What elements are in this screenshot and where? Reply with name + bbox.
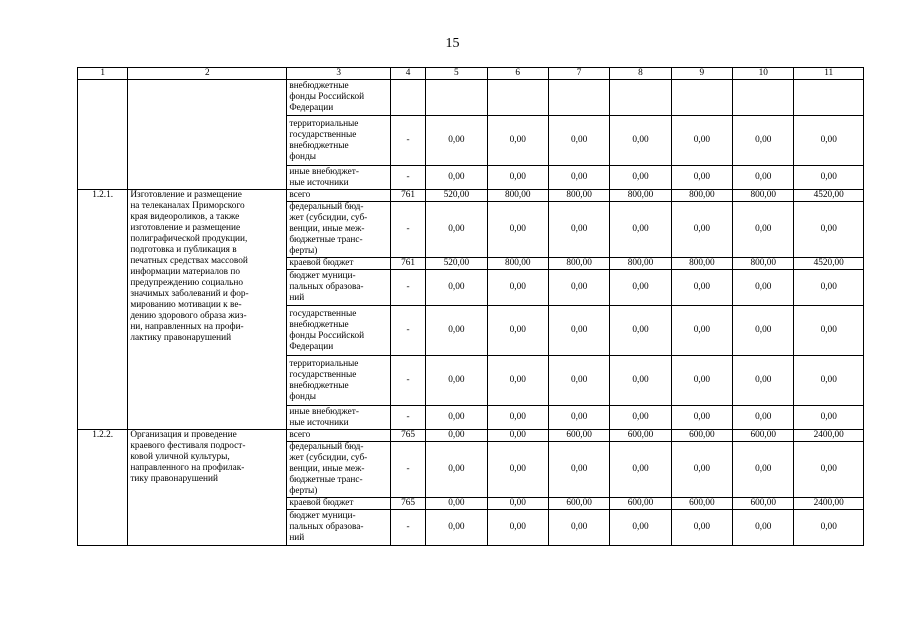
cell-value: 0,00 [671, 116, 732, 166]
cell-value: 0,00 [671, 406, 732, 430]
cell-code: - [390, 202, 425, 258]
cell-code: 765 [390, 430, 425, 442]
column-header: 2 [128, 68, 287, 80]
cell-value: 0,00 [671, 442, 732, 498]
cell-value: 800,00 [548, 258, 609, 270]
cell-value: 600,00 [671, 430, 732, 442]
cell-value: 0,00 [733, 356, 794, 406]
cell-code: - [390, 270, 425, 306]
cell-value: 600,00 [733, 430, 794, 442]
cell-funding-source: бюджет муници- пальных образова- ний [287, 510, 391, 546]
table-row [78, 80, 864, 116]
cell-value: 600,00 [548, 498, 609, 510]
cell-code: - [390, 510, 425, 546]
cell-value: 0,00 [733, 116, 794, 166]
cell-value: 0,00 [487, 306, 548, 356]
cell-funding-source: всего [287, 190, 391, 202]
cell-value: 600,00 [610, 498, 671, 510]
cell-funding-source: федеральный бюд- жет (субсидии, суб- венции, иные меж- бюджетные транс- ферты) [287, 202, 391, 258]
header-row [78, 68, 864, 80]
cell-value: 800,00 [610, 258, 671, 270]
cell-code: 761 [390, 258, 425, 270]
cell-value [671, 80, 732, 116]
cell-value: 0,00 [733, 166, 794, 190]
cell-value [426, 80, 487, 116]
cell-value: 0,00 [426, 166, 487, 190]
cell-item-id: 1.2.2. [78, 430, 128, 546]
cell-value: 0,00 [610, 442, 671, 498]
cell-code: - [390, 356, 425, 406]
cell-code: 761 [390, 190, 425, 202]
cell-funding-source: территориальные государственные внебюджетные фонды [287, 356, 391, 406]
cell-funding-source: иные внебюджет- ные источники [287, 406, 391, 430]
cell-value: 0,00 [794, 406, 864, 430]
cell-value: 0,00 [733, 306, 794, 356]
cell-id-empty [78, 80, 128, 190]
cell-value: 0,00 [548, 166, 609, 190]
cell-value: 0,00 [794, 356, 864, 406]
cell-value: 520,00 [426, 190, 487, 202]
cell-funding-source: государственные внебюджетные фонды Российской Федерации [287, 306, 391, 356]
table-row [78, 430, 864, 442]
cell-value: 0,00 [487, 202, 548, 258]
cell-value: 0,00 [610, 116, 671, 166]
cell-value: 0,00 [426, 306, 487, 356]
cell-value: 0,00 [548, 202, 609, 258]
cell-funding-source: всего [287, 430, 391, 442]
cell-value: 0,00 [487, 166, 548, 190]
cell-description-empty [128, 80, 287, 190]
cell-value: 800,00 [733, 190, 794, 202]
cell-value: 600,00 [733, 498, 794, 510]
cell-value: 0,00 [794, 442, 864, 498]
cell-value: 0,00 [426, 406, 487, 430]
column-header: 11 [794, 68, 864, 80]
column-header: 1 [78, 68, 128, 80]
cell-value: 0,00 [733, 442, 794, 498]
cell-item-description: Изготовление и размещение на телеканалах Приморского края видеороликов, а также изготовление и размещение полиграфической продукции, подготовка и публикация в печатных средствах массовой информации материалов по предупреждению социально значимых заболеваний и фор- мированию мотивации к ве- дению здорового образа жиз- ни, направленных на профи- лактику правонарушений [128, 190, 287, 430]
cell-value: 800,00 [671, 190, 732, 202]
cell-value: 0,00 [733, 510, 794, 546]
cell-code: - [390, 166, 425, 190]
cell-funding-source: краевой бюджет [287, 498, 391, 510]
cell-value: 0,00 [426, 430, 487, 442]
cell-value: 0,00 [426, 356, 487, 406]
column-header: 5 [426, 68, 487, 80]
cell-item-description: Организация и проведение краевого фестиваля подрост- ковой уличной культуры, направленного на профилак- тику правонарушений [128, 430, 287, 546]
cell-value [548, 80, 609, 116]
cell-value: 0,00 [671, 202, 732, 258]
cell-value: 0,00 [548, 510, 609, 546]
cell-value: 0,00 [794, 306, 864, 356]
cell-value: 0,00 [610, 356, 671, 406]
table-row [78, 190, 864, 202]
cell-funding-source: иные внебюджет- ные источники [287, 166, 391, 190]
cell-value: 800,00 [487, 190, 548, 202]
cell-value: 0,00 [548, 116, 609, 166]
cell-value: 0,00 [671, 510, 732, 546]
cell-value: 0,00 [426, 442, 487, 498]
column-header: 10 [733, 68, 794, 80]
cell-value: 0,00 [487, 442, 548, 498]
column-header: 3 [287, 68, 391, 80]
cell-value: 0,00 [487, 270, 548, 306]
cell-value: 0,00 [548, 306, 609, 356]
cell-code: - [390, 442, 425, 498]
cell-value: 0,00 [487, 116, 548, 166]
cell-value [610, 80, 671, 116]
cell-value: 0,00 [548, 270, 609, 306]
cell-funding-source: федеральный бюд- жет (субсидии, суб- венции, иные меж- бюджетные транс- ферты) [287, 442, 391, 498]
cell-value: 600,00 [548, 430, 609, 442]
cell-value: 4520,00 [794, 190, 864, 202]
cell-value: 0,00 [794, 116, 864, 166]
table-body [78, 80, 864, 546]
cell-value: 800,00 [548, 190, 609, 202]
column-header: 9 [671, 68, 732, 80]
cell-value: 800,00 [487, 258, 548, 270]
cell-value: 0,00 [487, 406, 548, 430]
cell-code: - [390, 406, 425, 430]
cell-funding-source: территориальные государственные внебюджетные фонды [287, 116, 391, 166]
cell-value: 0,00 [671, 356, 732, 406]
column-header: 8 [610, 68, 671, 80]
cell-value: 0,00 [794, 202, 864, 258]
cell-value: 0,00 [426, 202, 487, 258]
cell-value: 0,00 [487, 498, 548, 510]
cell-value [733, 80, 794, 116]
cell-item-id: 1.2.1. [78, 190, 128, 430]
cell-code: 765 [390, 498, 425, 510]
cell-value: 0,00 [733, 202, 794, 258]
cell-value: 0,00 [487, 430, 548, 442]
cell-funding-source: бюджет муници- пальных образова- ний [287, 270, 391, 306]
cell-value: 0,00 [487, 510, 548, 546]
cell-value: 0,00 [610, 270, 671, 306]
cell-value: 0,00 [671, 306, 732, 356]
cell-code: - [390, 116, 425, 166]
cell-value: 800,00 [671, 258, 732, 270]
cell-value: 800,00 [733, 258, 794, 270]
cell-value: 0,00 [548, 442, 609, 498]
budget-table [77, 67, 864, 546]
cell-value: 0,00 [548, 356, 609, 406]
cell-value: 0,00 [610, 406, 671, 430]
cell-value: 600,00 [610, 430, 671, 442]
cell-code: - [390, 306, 425, 356]
cell-value: 520,00 [426, 258, 487, 270]
cell-value: 0,00 [426, 270, 487, 306]
cell-value [794, 80, 864, 116]
cell-value: 0,00 [733, 406, 794, 430]
cell-value: 0,00 [426, 510, 487, 546]
cell-value [487, 80, 548, 116]
cell-value: 0,00 [426, 498, 487, 510]
cell-funding-source: краевой бюджет [287, 258, 391, 270]
column-header: 6 [487, 68, 548, 80]
cell-value: 2400,00 [794, 430, 864, 442]
cell-value: 4520,00 [794, 258, 864, 270]
cell-value: 0,00 [794, 166, 864, 190]
cell-value: 0,00 [733, 270, 794, 306]
cell-code [390, 80, 425, 116]
column-header: 4 [390, 68, 425, 80]
cell-value: 0,00 [426, 116, 487, 166]
cell-value: 0,00 [610, 306, 671, 356]
cell-value: 0,00 [794, 510, 864, 546]
page-number: 15 [445, 36, 460, 51]
cell-value: 0,00 [610, 166, 671, 190]
cell-value: 800,00 [610, 190, 671, 202]
cell-value: 0,00 [671, 270, 732, 306]
column-header: 7 [548, 68, 609, 80]
cell-value: 2400,00 [794, 498, 864, 510]
cell-value: 0,00 [671, 166, 732, 190]
cell-value: 0,00 [794, 270, 864, 306]
cell-value: 0,00 [610, 510, 671, 546]
cell-value: 600,00 [671, 498, 732, 510]
cell-value: 0,00 [487, 356, 548, 406]
cell-value: 0,00 [610, 202, 671, 258]
cell-value: 0,00 [548, 406, 609, 430]
cell-funding-source: внебюджетные фонды Российской Федерации [287, 80, 391, 116]
